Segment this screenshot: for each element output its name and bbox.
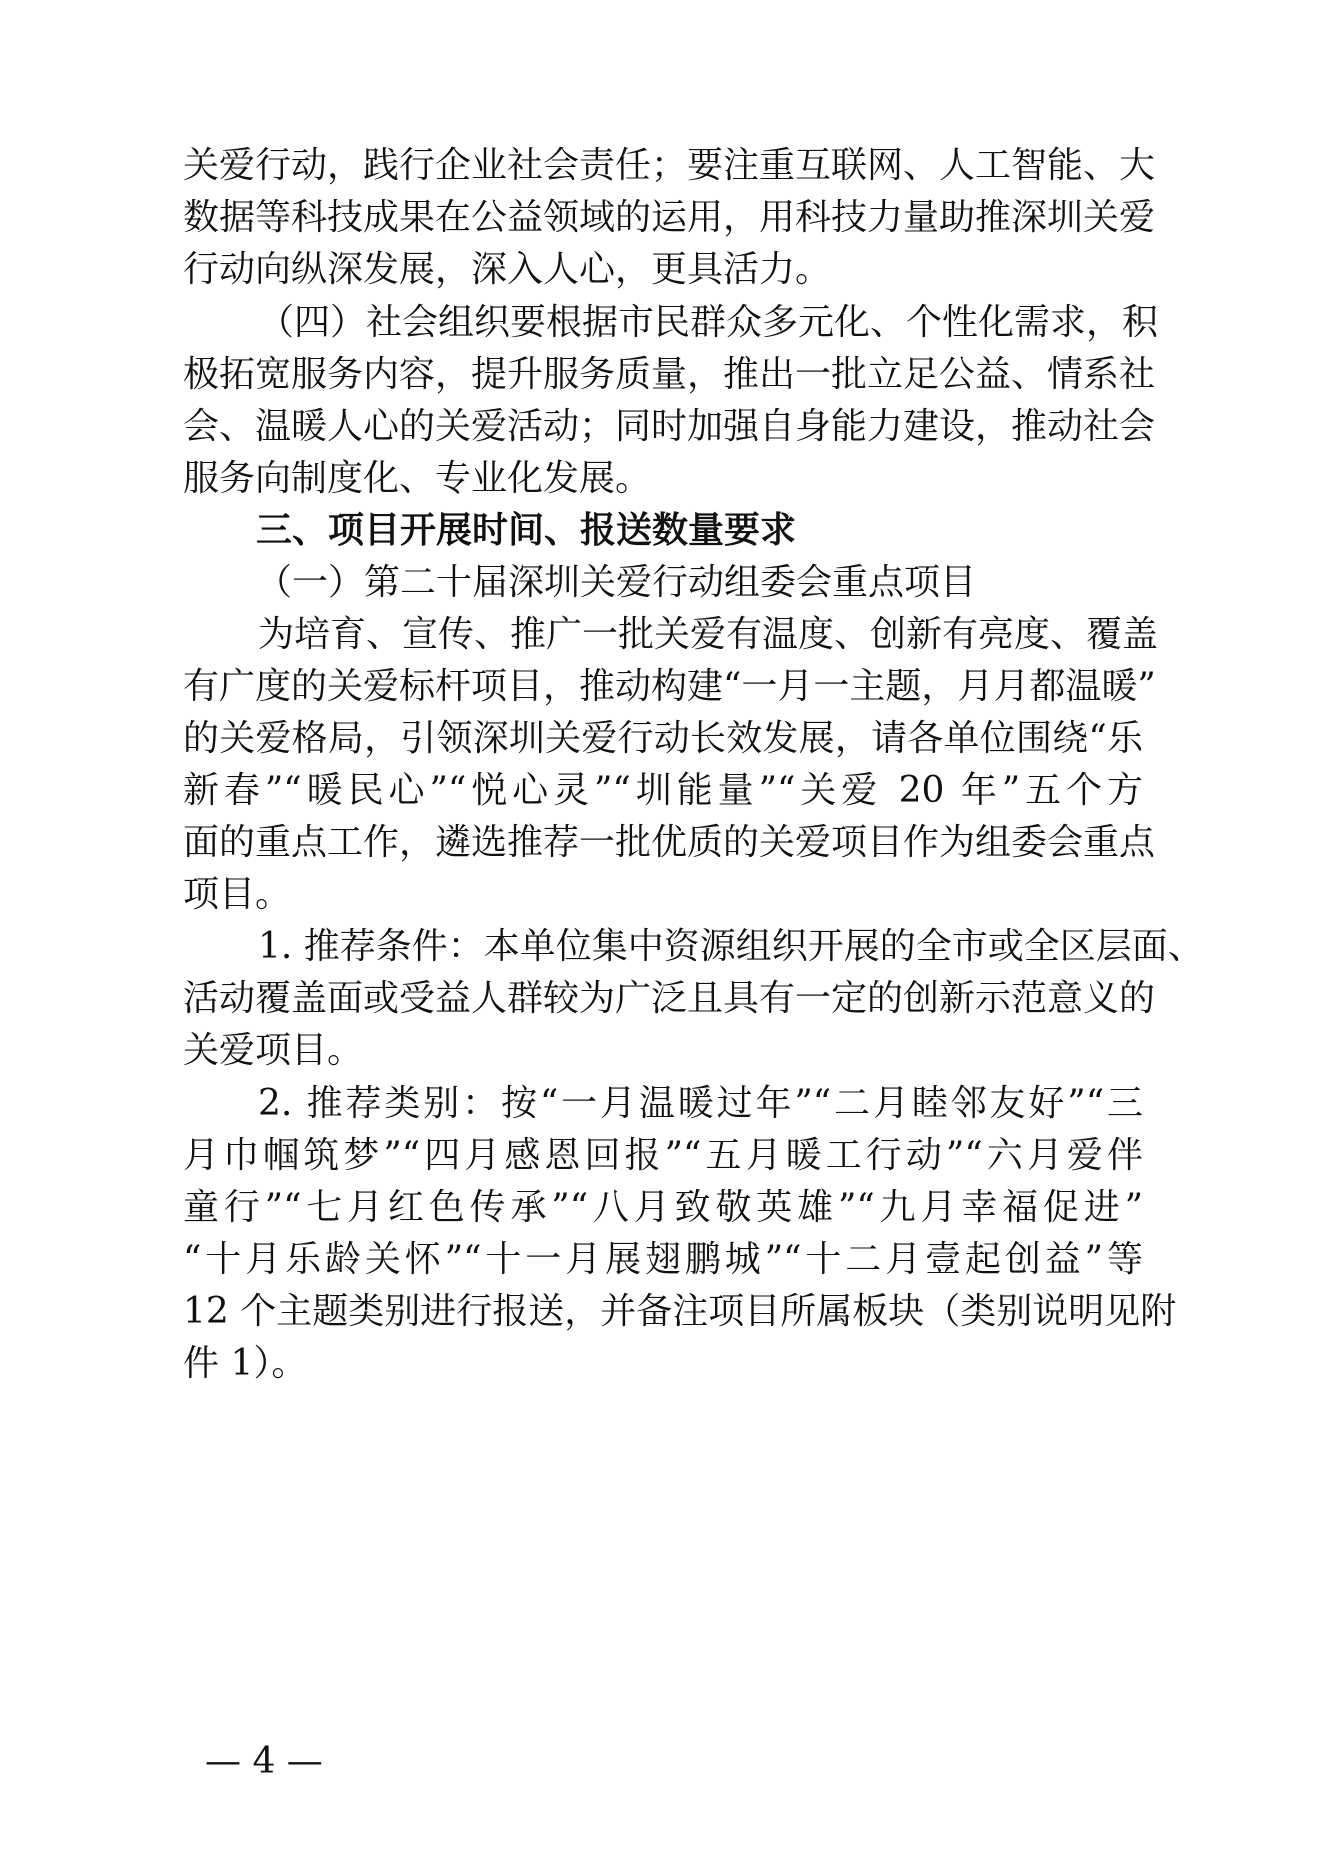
text-line-14: 面的重点工作，遴选推荐一批优质的关爱项目作为组委会重点 (183, 822, 1156, 863)
text-line-24: 件 1）。 (183, 1343, 308, 1384)
text-line-22: “十月乐龄关怀”“十一月展翅鹏城”“十二月壹起创益”等 (183, 1239, 1143, 1280)
text-line-23: 12 个主题类别进行报送，并备注项目所属板块（类别说明见附 (183, 1291, 1177, 1332)
text-line-19: 2. 推荐类别：按“一月温暖过年”“二月睦邻友好”“三 (258, 1083, 1143, 1124)
text-line-13: 新春”“暖民心”“悦心灵”“圳能量”“关爱 20 年”五个方 (183, 770, 1143, 811)
text-line-10: 为培育、宣传、推广一批关爱有温度、创新有亮度、覆盖 (258, 614, 1159, 655)
text-line-5: 极拓宽服务内容，提升服务质量，推出一批立足公益、情系社 (183, 354, 1156, 395)
subsection-heading: （一）第二十届深圳关爱行动组委会重点项目 (256, 562, 977, 603)
section-heading: 三、项目开展时间、报送数量要求 (256, 510, 797, 551)
text-line-20: 月巾帼筑梦”“四月感恩回报”“五月暖工行动”“六月爱伴 (183, 1135, 1143, 1176)
text-line-4: （四）社会组织要根据市民群众多元化、个性化需求，积 (258, 302, 1159, 343)
text-line-16: 1. 推荐条件：本单位集中资源组织开展的全市或全区层面、 (258, 926, 1204, 967)
text-line-18: 关爱项目。 (183, 1030, 364, 1071)
text-line-2: 数据等科技成果在公益领域的运用，用科技力量助推深圳关爱 (183, 197, 1156, 238)
text-line-21: 童行”“七月红色传承”“八月致敬英雄”“九月幸福促进” (183, 1187, 1143, 1228)
text-line-17: 活动覆盖面或受益人群较为广泛且具有一定的创新示范意义的 (183, 978, 1156, 1019)
text-line-6: 会、温暖人心的关爱活动；同时加强自身能力建设，推动社会 (183, 406, 1156, 447)
text-line-1: 关爱行动，践行企业社会责任；要注重互联网、人工智能、大 (183, 145, 1156, 186)
text-line-3: 行动向纵深发展，深入人心，更具活力。 (183, 249, 832, 290)
page-number: — 4 — (205, 1741, 323, 1782)
text-line-15: 项目。 (183, 874, 292, 915)
text-line-7: 服务向制度化、专业化发展。 (183, 458, 652, 499)
text-line-11: 有广度的关爱标杆项目，推动构建“一月一主题，月月都温暖” (183, 666, 1156, 707)
text-line-12: 的关爱格局，引领深圳关爱行动长效发展，请各单位围绕“乐 (183, 718, 1143, 759)
